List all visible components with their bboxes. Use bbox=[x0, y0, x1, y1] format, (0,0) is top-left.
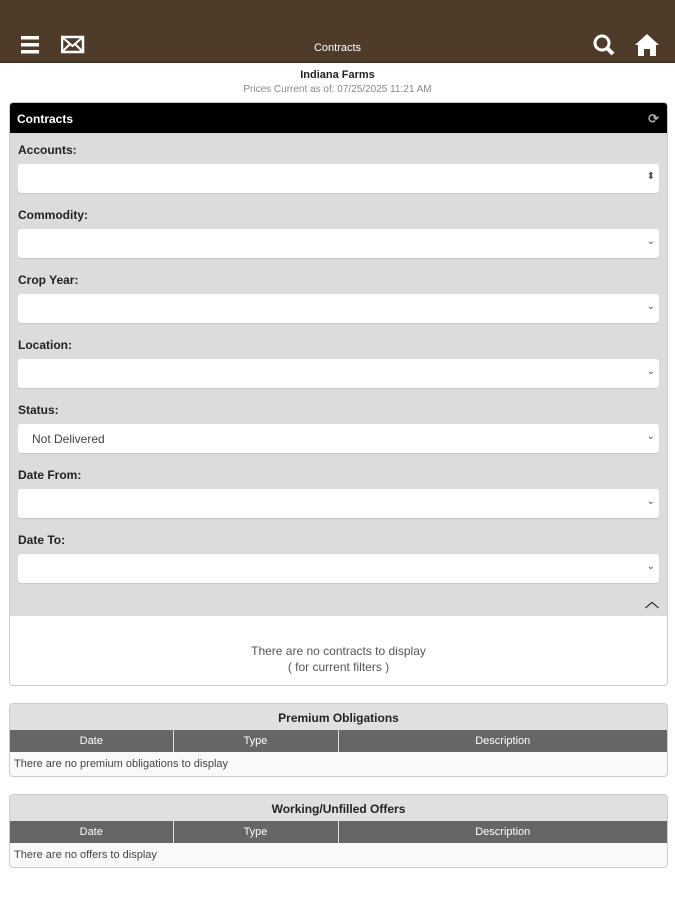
accounts-label: Accounts: bbox=[18, 143, 77, 157]
chevron-down-icon: ⌄ bbox=[646, 561, 655, 572]
crop-year-select[interactable] bbox=[18, 294, 659, 323]
home-icon[interactable] bbox=[634, 33, 658, 57]
working-offers-title: Working/Unfilled Offers bbox=[10, 795, 667, 821]
commodity-label: Commodity: bbox=[18, 208, 88, 222]
table-row bbox=[10, 752, 667, 776]
status-select[interactable]: Not Delivered ⌄ bbox=[18, 424, 659, 453]
table-row bbox=[10, 843, 667, 867]
crop-year-label: Crop Year: bbox=[18, 273, 79, 287]
column-header-date: Date bbox=[10, 730, 173, 752]
location-label: Location: bbox=[18, 338, 72, 352]
working-offers-table bbox=[10, 821, 667, 867]
date-from-label: Date From: bbox=[18, 468, 82, 482]
contracts-panel bbox=[9, 102, 668, 686]
premium-obligations-table bbox=[10, 730, 667, 776]
accounts-select[interactable] bbox=[18, 164, 659, 193]
farm-name: Indiana Farms bbox=[300, 69, 375, 81]
page-title: Contracts bbox=[313, 42, 362, 54]
empty-message: There are no premium obligations to display bbox=[14, 758, 229, 770]
search-icon[interactable] bbox=[592, 33, 616, 57]
chevron-down-icon: ⌄ bbox=[646, 431, 655, 442]
location-select[interactable] bbox=[18, 359, 659, 388]
chevron-down-icon: ⌄ bbox=[646, 301, 655, 312]
premium-obligations-section bbox=[9, 703, 668, 777]
contracts-panel-header bbox=[10, 103, 667, 133]
chevron-down-icon: ⌄ bbox=[646, 496, 655, 507]
prices-timestamp: Prices Current as of: 07/25/2025 11:21 AM bbox=[243, 84, 432, 95]
date-from-select[interactable] bbox=[18, 489, 659, 518]
column-header-description: Description bbox=[338, 730, 667, 752]
collapse-filters-icon[interactable]: ︿ bbox=[645, 594, 659, 610]
refresh-icon[interactable]: ⟳ bbox=[648, 111, 659, 126]
subheader bbox=[0, 69, 675, 95]
top-bar bbox=[0, 0, 675, 63]
column-header-type: Type bbox=[173, 821, 338, 843]
working-offers-section bbox=[9, 794, 668, 868]
column-header-date: Date bbox=[10, 821, 173, 843]
filters bbox=[10, 133, 667, 616]
date-to-label: Date To: bbox=[18, 533, 66, 547]
updown-icon: ⬍ bbox=[646, 171, 655, 182]
contracts-panel-title: Contracts bbox=[17, 112, 74, 126]
status-label: Status: bbox=[18, 403, 59, 417]
column-header-type: Type bbox=[173, 730, 338, 752]
chevron-down-icon: ⌄ bbox=[646, 366, 655, 377]
column-header-description: Description bbox=[338, 821, 667, 843]
empty-message: There are no offers to display bbox=[14, 849, 157, 861]
chevron-down-icon: ⌄ bbox=[646, 236, 655, 247]
premium-obligations-title: Premium Obligations bbox=[10, 704, 667, 730]
date-to-select[interactable] bbox=[18, 554, 659, 583]
commodity-select[interactable] bbox=[18, 229, 659, 258]
contracts-empty-message: There are no contracts to display ( for current filters ) bbox=[251, 644, 426, 674]
